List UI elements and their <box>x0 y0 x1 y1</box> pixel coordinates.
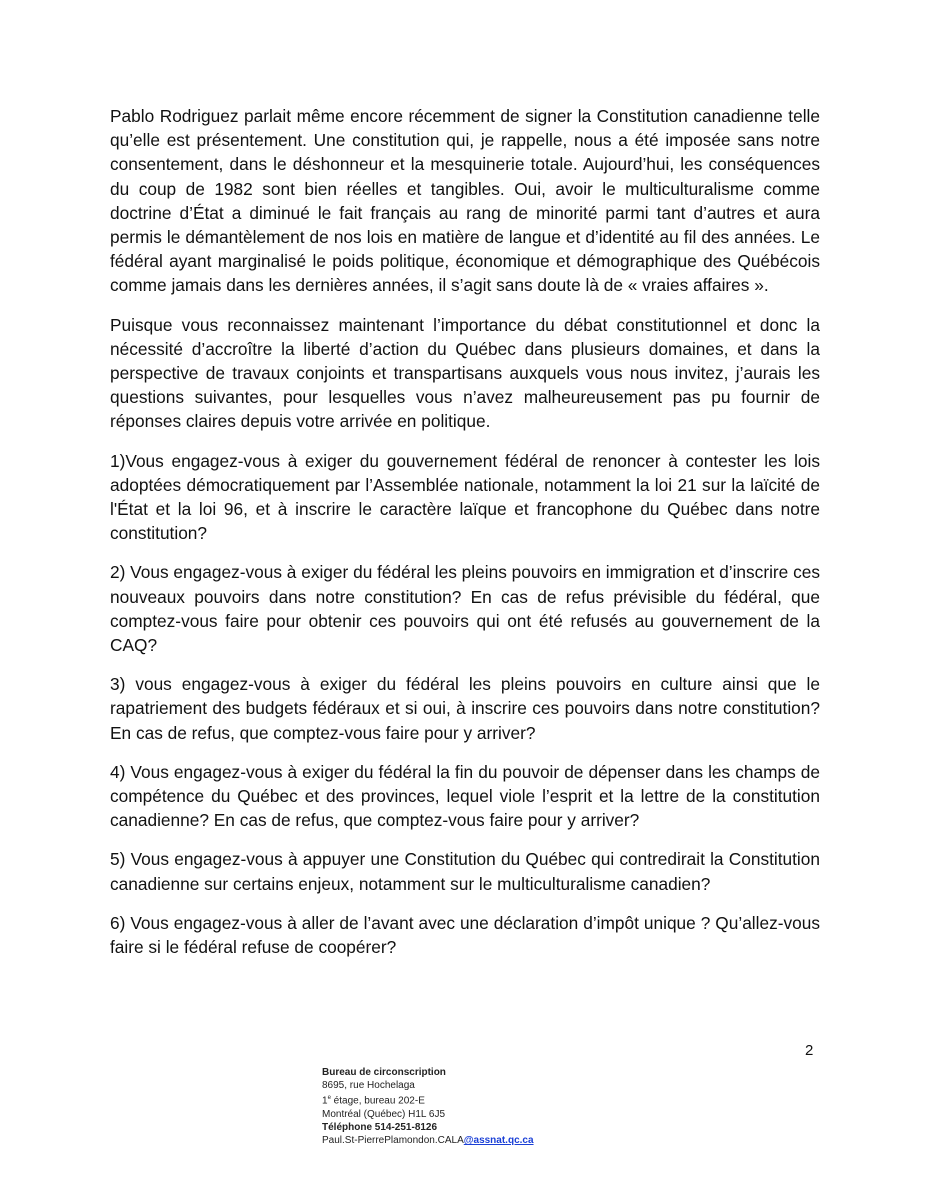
question-6: 6) Vous engagez-vous à aller de l’avant avec une déclaration d’impôt unique ? Qu’allez-vous faire si le fédéral refuse de coopérer? <box>110 912 820 958</box>
floor-rest: étage, bureau 202-E <box>330 1095 425 1107</box>
question-2: 2) Vous engagez-vous à exiger du fédéral les pleins pouvoirs en immigration et d’inscrire ces nouveaux pouvoirs dans notre constitution? En cas de refus prévisible du fédéral, que comptez-vous faire pour obtenir ces pouvoirs qui ont été refusés au gouvernement de la CAQ? <box>110 562 820 656</box>
office-title: Bureau de circonscription <box>322 1067 446 1078</box>
question-5: 5) Vous engagez-vous à appuyer une Constitution du Québec qui contredirait la Constitution canadienne sur certains enjeux, notamment sur le multiculturalisme canadien? <box>110 849 820 894</box>
address-floor <box>322 1092 682 1108</box>
email-prefix: Paul.St-PierrePlamondon.CALA <box>322 1135 464 1147</box>
floor-suffix: e <box>327 1095 331 1102</box>
footer-address-block <box>322 1066 682 1148</box>
phone-number: Téléphone 514-251-8126 <box>322 1122 438 1134</box>
question-4: 4) Vous engagez-vous à exiger du fédéral la fin du pouvoir de dépenser dans les champs de compétence du Québec et des provinces, lequel viole l’esprit et la lettre de la constitution canadienne? En cas de refus, que comptez-vous faire pour y arriver? <box>110 761 820 831</box>
floor-number: 1 <box>322 1095 328 1107</box>
paragraph-constitution: Pablo Rodriguez parlait même encore récemment de signer la Constitution canadienne telle qu’elle est présentement. Une constitution qui, je rappelle, nous a été imposée sans notre consentement, dans le déshonneur et la mesquinerie totale. Aujourd’hui, les conséquences du coup de 1982 sont bien réelles et tangibles. Oui, avoir le multiculturalisme comme doctrine d’État a diminué le fait français au rang de minorité parmi tant d’autres et aura permis le démantèlement de nos lois en matière de langue et d’identité au fil des années. Le fédéral ayant marginalisé le poids politique, économique et démographique des Québécois comme jamais dans les dernières années, il s’agit sans doute là de « vraies affaires ». <box>110 106 820 296</box>
question-3: 3) vous engagez-vous à exiger du fédéral les pleins pouvoirs en culture ainsi que le rapatriement des budgets fédéraux et si oui, à inscrire ces pouvoirs dans notre constitution? En cas de refus, que comptez-vous faire pour y arriver? <box>110 674 820 743</box>
letter-body <box>110 104 820 974</box>
address-city: Montréal (Québec) H1L 6J5 <box>322 1108 446 1120</box>
question-1: 1)Vous engagez-vous à exiger du gouvernement fédéral de renoncer à contester les lois adoptées démocratiquement par l’Assemblée nationale, notamment la loi 21 sur la laïcité de l'État et la loi 96, et à inscrire le caractère laïque et francophone du Québec dans notre constitution? <box>110 450 820 544</box>
page-number: 2 <box>805 1042 814 1059</box>
address-street: 8695, rue Hochelaga <box>322 1080 415 1092</box>
email-line <box>322 1134 682 1147</box>
paragraph-questions-intro: Puisque vous reconnaissez maintenant l’importance du débat constitutionnel et donc la nécessité d’accroître la liberté d’action du Québec dans plusieurs domaines, et dans la perspective de travaux conjoints et transpartisans auxquels vous nous invitez, j’aurais les questions suivantes, pour lesquelles vous n’avez malheureusement pas pu fournir de réponses claires depuis votre arrivée en politique. <box>110 314 820 432</box>
email-link[interactable]: @assnat.qc.ca <box>463 1135 534 1147</box>
